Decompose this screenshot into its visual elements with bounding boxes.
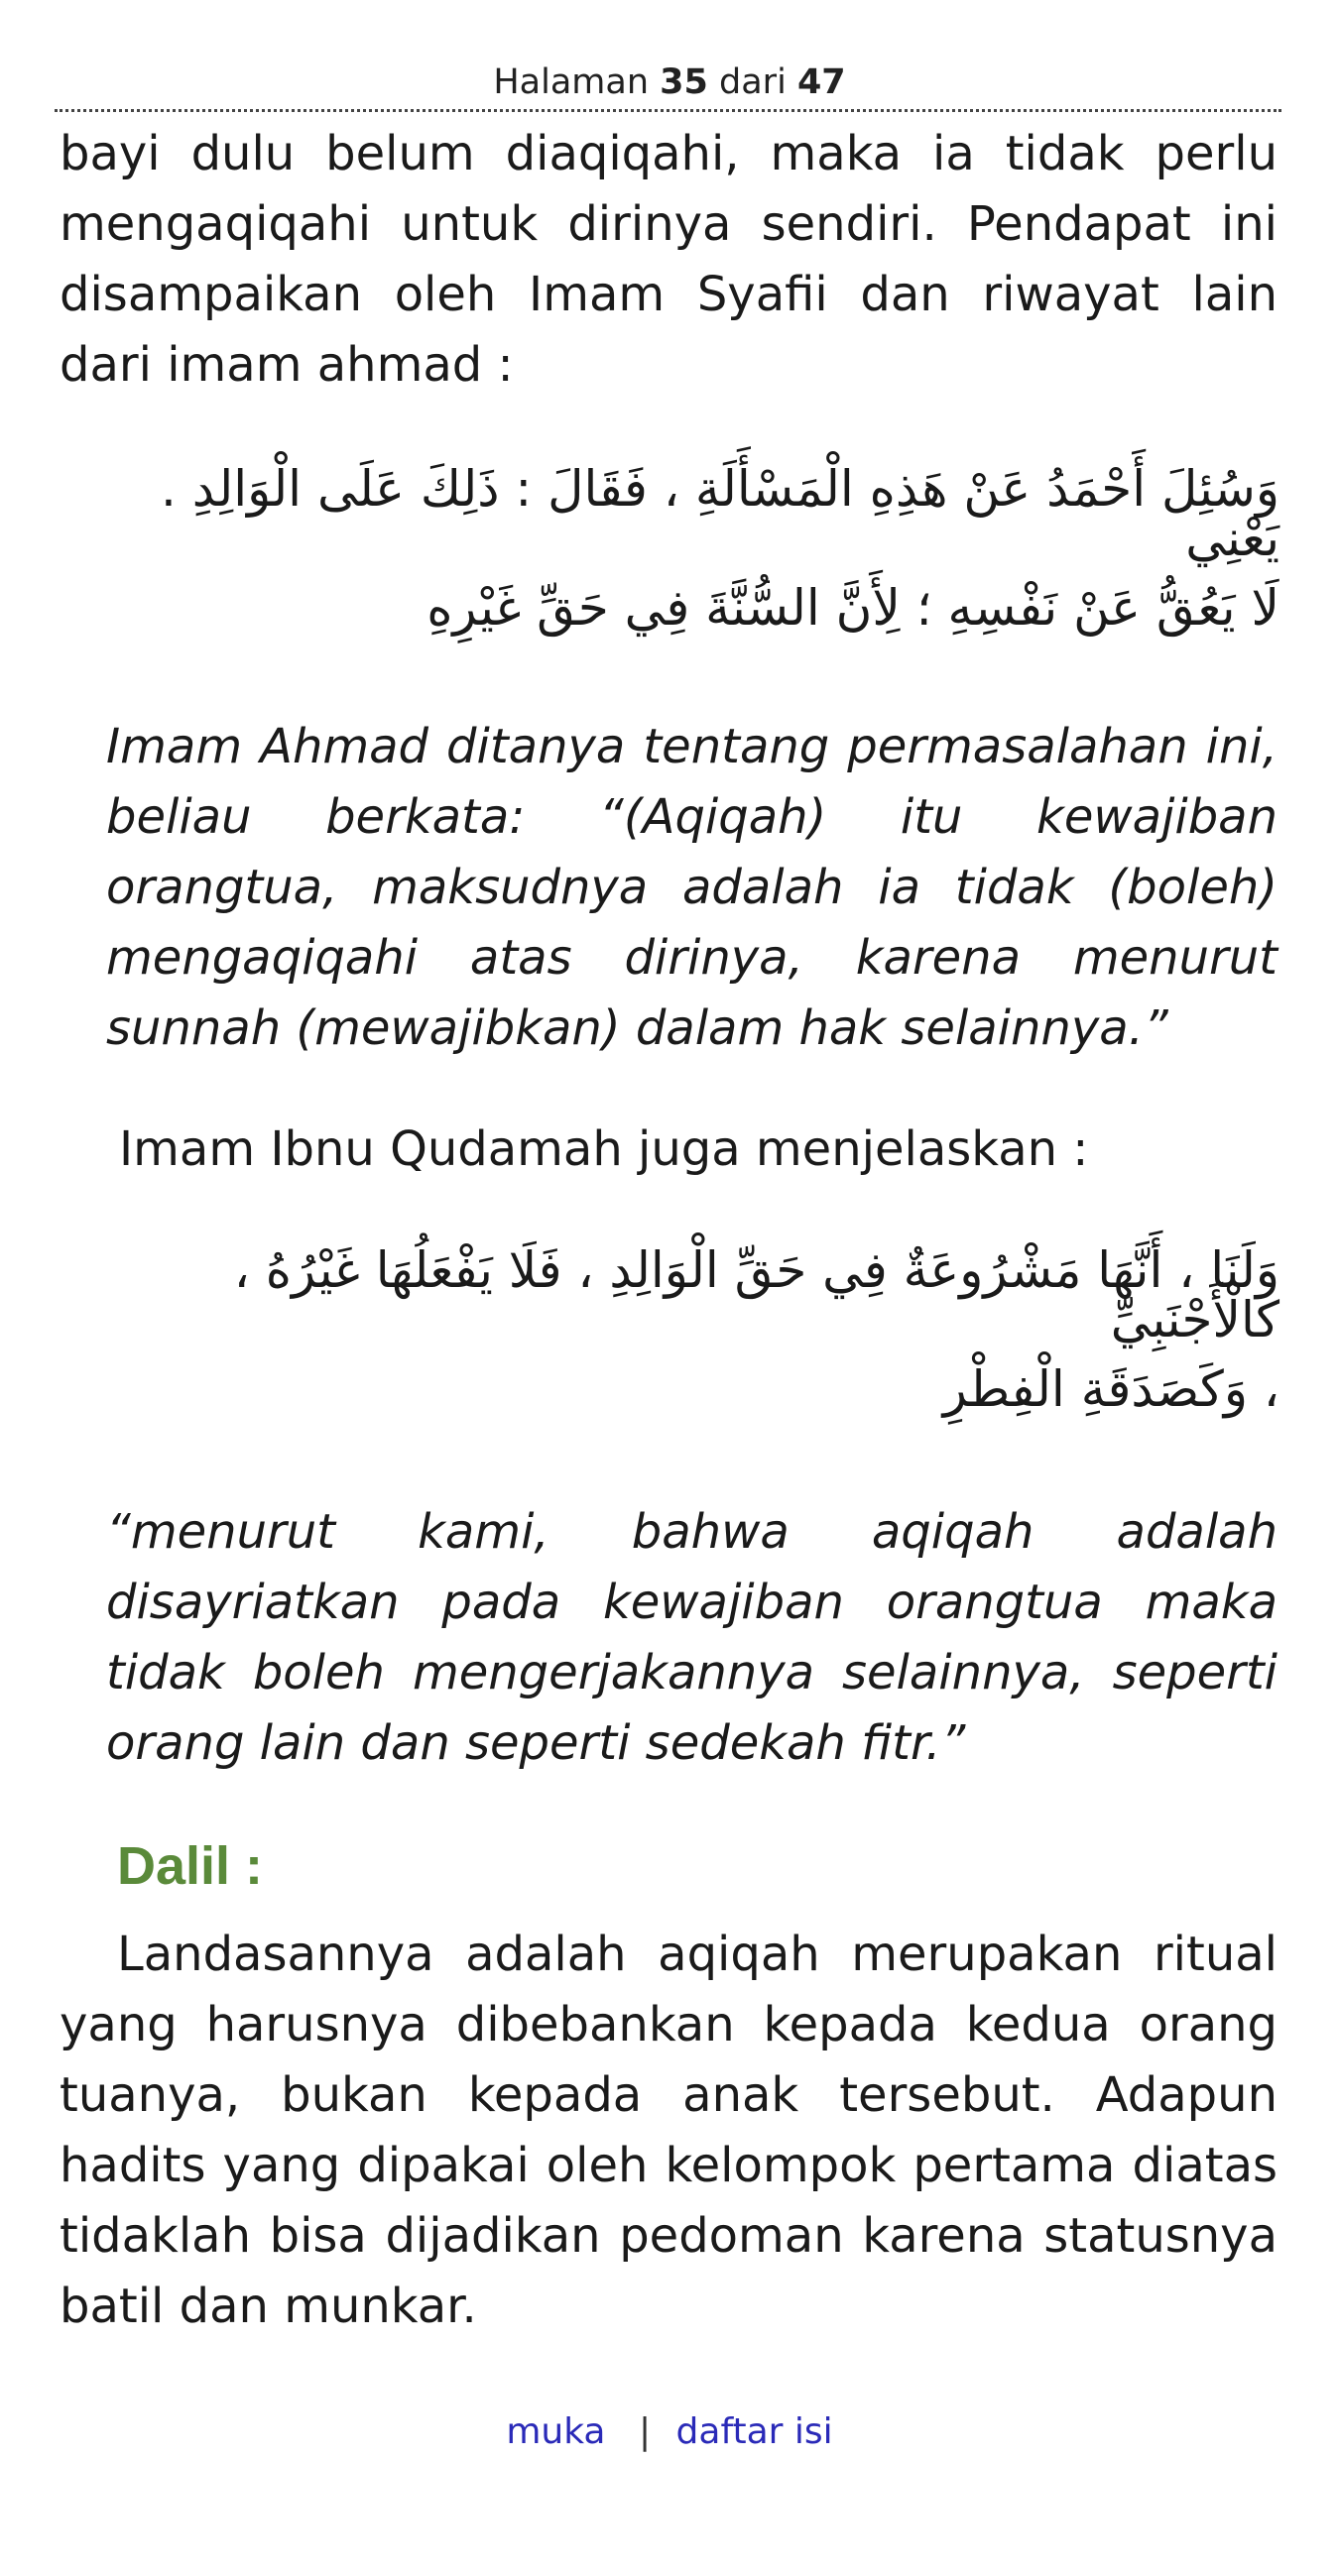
paragraph-ibnu-qudamah: Imam Ibnu Qudamah juga menjelaskan : <box>119 1121 1089 1177</box>
paragraph-dalil: Landasannya adalah aqiqah merupakan ritual yang harusnya dibebankan kepada kedua orang tuanya, bukan kepada anak tersebut. Adapun hadits yang dipakai oleh kelompok pertama diatas tidaklah bisa dijadikan pedoman karena statusnya batil dan munkar. <box>60 1927 1278 2334</box>
home-link[interactable]: muka <box>506 2411 606 2452</box>
section-heading-dalil: Dalil : <box>117 1836 264 1896</box>
current-page-number: 35 <box>660 62 708 102</box>
translation-quote-1: Imam Ahmad ditanya tentang permasalahan ini, beliau berkata: “(Aqiqah) itu kewajiban orangtua, maksudnya adalah ia tidak (boleh) mengaqiqahi atas dirinya, karena menurut sunnah (mewajibkan) dalam hak selainnya.” <box>106 719 1278 1056</box>
arabic-quote-2-line-2: ، وَكَصَدَقَةِ الْفِطْرِ <box>942 1360 1279 1418</box>
arabic-quote-1-line-2: لَا يَعُقُّ عَنْ نَفْسِهِ ؛ لِأَنَّ السُّنَّةَ فِي حَقِّ غَيْرِهِ <box>426 579 1279 637</box>
arabic-quote-2-line-1: وَلَنَا ، أَنَّهَا مَشْرُوعَةٌ فِي حَقِّ الْوَالِدِ ، فَلَا يَفْعَلُهَا غَيْرُهُ ، كَالْأَجْنَبِيِّ <box>233 1241 1279 1348</box>
footer-nav <box>0 2407 1339 2457</box>
translation-quote-2: “menurut kami, bahwa aqiqah adalah disayriatkan pada kewajiban orangtua maka tidak boleh mengerjakannya selainnya, seperti orang lain dan seperti sedekah fitr.” <box>106 1504 1278 1771</box>
page-header <box>0 58 1339 107</box>
arabic-quote-1-line-1: وَسُئِلَ أَحْمَدُ عَنْ هَذِهِ الْمَسْأَلَةِ ، فَقَالَ : ذَلِكَ عَلَى الْوَالِدِ . يَعْنِي <box>160 460 1279 567</box>
page-label: Halaman <box>493 62 650 102</box>
header-divider <box>55 109 1281 112</box>
table-of-contents-link[interactable]: daftar isi <box>675 2411 833 2452</box>
page-of-label: dari <box>719 62 787 102</box>
total-pages-number: 47 <box>796 62 846 102</box>
footer-separator: | <box>638 2411 652 2452</box>
paragraph-intro: bayi dulu belum diaqiqahi, maka ia tidak perlu mengaqiqahi untuk dirinya sendiri. Pendapat ini disampaikan oleh Imam Syafii dan riwayat lain dari imam ahmad : <box>60 126 1278 393</box>
